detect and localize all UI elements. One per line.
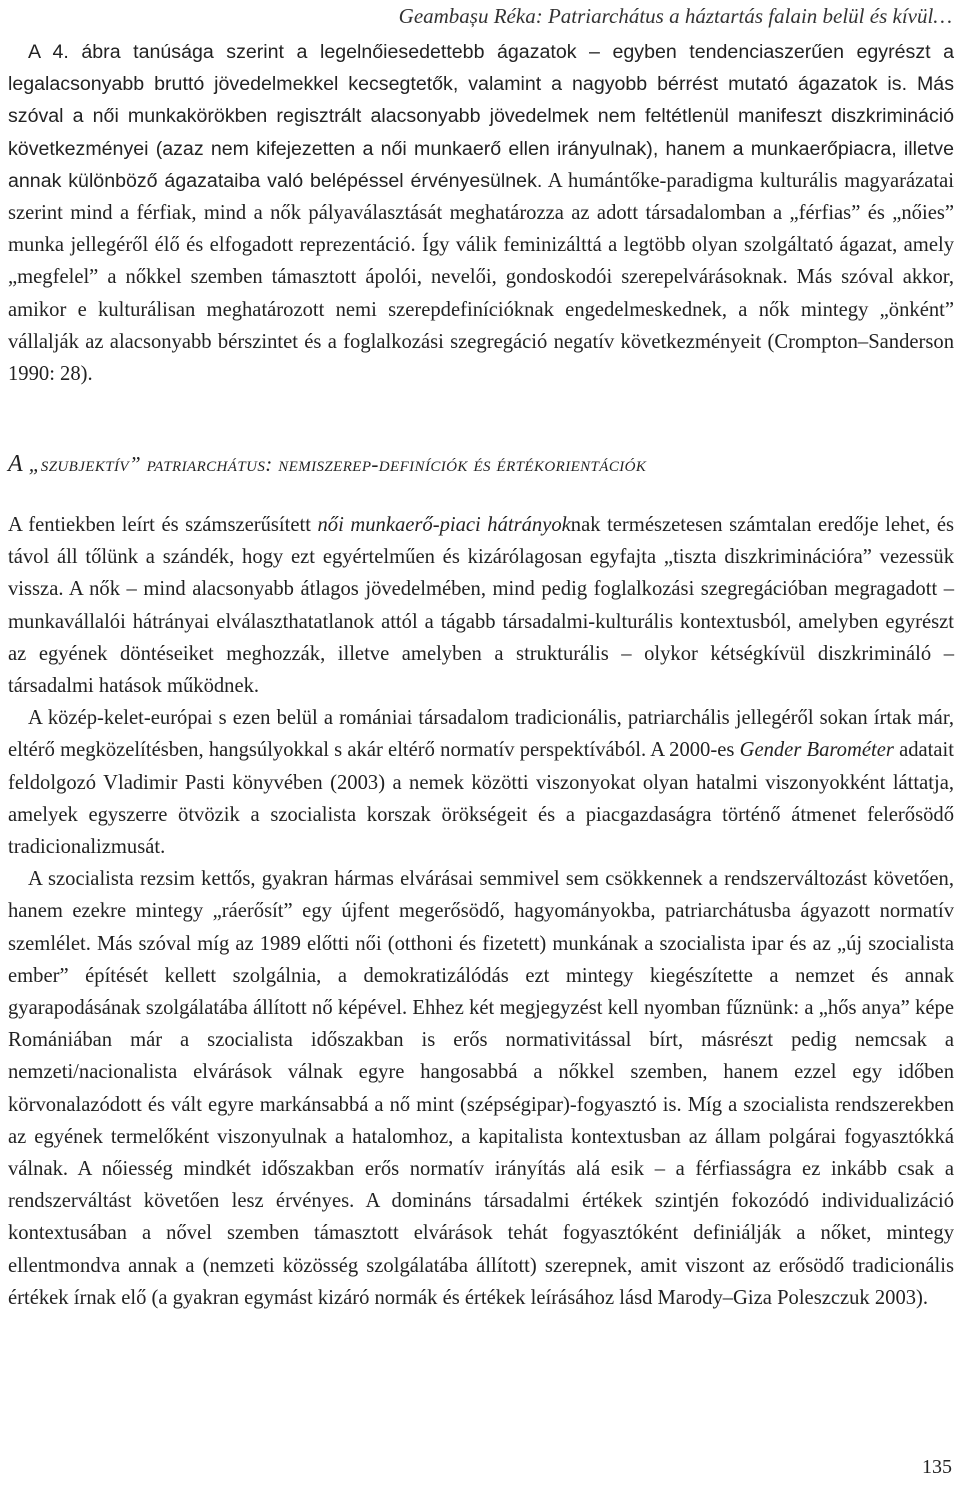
paragraph-1 (8, 36, 954, 390)
page-number: 135 (922, 1456, 952, 1478)
paragraph-3-text-b: adatait feldolgozó Vladimir Pasti könyvében (2003) a nemek közötti viszonyokat olyan hatalmi viszonyokként láttatja, amelyek egyszerre ötvözik a szocialista korszak örökségeit és a piacgazdaságra történő átmenet felerősödő tradicionalizmusát. (8, 739, 954, 859)
section-heading-initial: A (8, 451, 24, 477)
text-block-lower (8, 509, 954, 1314)
paragraph-3 (8, 702, 954, 863)
paragraph-1-sans-text: A 4. ábra tanúsága szerint a legelnőiesedettebb ágazatok – egyben tendenciaszerűen egyrészt a legalacsonyabb bruttó jövedelmekkel kecsegtetők, valamint a nagyobb bérrést mutató ágazatok is. Más szóval a női munkakörökben regisztrált alacsonyabb jövedelmek nem feltétlenül manifeszt diszkrimináció következményei (azaz nem kifejezetten a női munkaerő ellen irányulnak), hanem a munkaerőpiacra, illetve annak különböző ágazataiba való belépéssel érvényesülnek. (8, 41, 954, 192)
paragraph-3-italic: Gender Barométer (739, 739, 894, 762)
paragraph-1-serif-text: A humántőke-paradigma kulturális magyarázatai szerint mind a férfiak, mind a nők pályaválasztását meghatározza az adott társadalomban a „férfias” és „nőies” munka jellegéről élő és elfogadott reprezentáció. Így válik feminizálttá a legtöbb olyan szolgáltató ágazat, amely „megfelel” a nőkkel szemben támasztott ápolói, nevelői, gondoskodói szerepelvárásoknak. Más szóval akkor, amikor e kulturálisan meghatározott nemi szerepdefinícióknak engedelmeskednek, a nők mintegy „önként” vállalják az alacsonyabb bérszintet és a foglalkozási szegregáció negatív következményeit (Crompton–Sanderson 1990: 28). (8, 169, 954, 386)
paragraph-2-text-a: A fentiekben leírt és számszerűsített (8, 514, 318, 536)
text-block-upper (8, 36, 954, 390)
paragraph-4: A szocialista rezsim kettős, gyakran hármas elvárásai semmivel sem csökkennek a rendszerváltozást követően, hanem ezekre mintegy „ráerősít” egy újfent megerősödő, hagyományokba, patriarchátusba ágyazott normatív szemlélet. Más szóval míg az 1989 előtti női (otthoni és fizetett) munkának a szocialista ipar és az „új szocialista ember” építését kellett szolgálnia, a demokratizálódás ezt mintegy kiegészítette a nemzet és annak gyarapodásának szolgálatába állított nő képével. Ehhez két megjegyzést kell nyomban fűznünk: a „hős anya” képe Romániában már a szocialista időszakban is erős normativitással bírt, másrészt pedig nemcsak a nemzeti/nacionalista elvárások válnak egyre hangosabbá a nőkkel szemben, hanem ezzel egy időben körvonalazódott és vált egyre markánsabbá a nő mint (szépségipar)-fogyasztó is. Míg a szocialista rendszerekben az egyének termelőként viszonyulnak a hatalomhoz, a kapitalista kontextusban az állam polgárai fogyasztókká válnak. A nőiesség mindkét időszakban erős normatív irányítás alá esik – a férfiasságra ez inkább csak a rendszerváltást követően lesz érvényes. A domináns társadalmi értékek szintjén fokozódó individualizáció kontextusában a nővel szemben támasztott elvárások tehát fogyasztóként definiálják a nőket, mintegy ellentmondva annak a (nemzeti közösség szolgálatába állított) szerepnek, amit viszont az erősödő tradicionális értékek írnak elő (a gyakran egymást kizáró normák és értékek leírásához lásd Marody–Giza Poleszczuk 2003). (8, 868, 954, 1309)
section-heading (8, 448, 646, 480)
paragraph-2-italic: női munkaerő-piaci hátrányok (317, 514, 571, 536)
paragraph-2 (8, 509, 954, 702)
section-heading-text: „szubjektív” patriarchátus: nemiszerep-definíciók és értékorientációk (23, 452, 647, 476)
paragraph-2-text-b: nak természetesen számtalan eredője lehet, és távol áll tőlünk a szándék, hogy ezt egyértelműen és kizárólagosan egyfajta „tiszta diszkriminációra” vezessük vissza. A nők – mind alacsonyabb átlagos jövedelmében, mind pedig foglalkozási szegregációban megragadott – munkavállalói hátrányai elválaszthatatlanok attól a tágabb társadalmi-kulturális kontextusból, amelyben egyrészt az egyének döntéseiket meghozzák, illetve amelyben a strukturális – olykor kétségkívül diszkrimináló – társadalmi hatások működnek. (8, 514, 954, 698)
paragraph-3-text-a: A közép-kelet-európai s ezen belül a romániai társadalom tradicionális, patriarchális jellegéről sokan írtak már, eltérő megközelítésben, hangsúlyokkal s akár eltérő normatív perspektívából. A 2000-es (8, 707, 954, 762)
running-header: Geambașu Réka: Patriarchátus a háztartás falain belül és kívül… (398, 4, 952, 28)
